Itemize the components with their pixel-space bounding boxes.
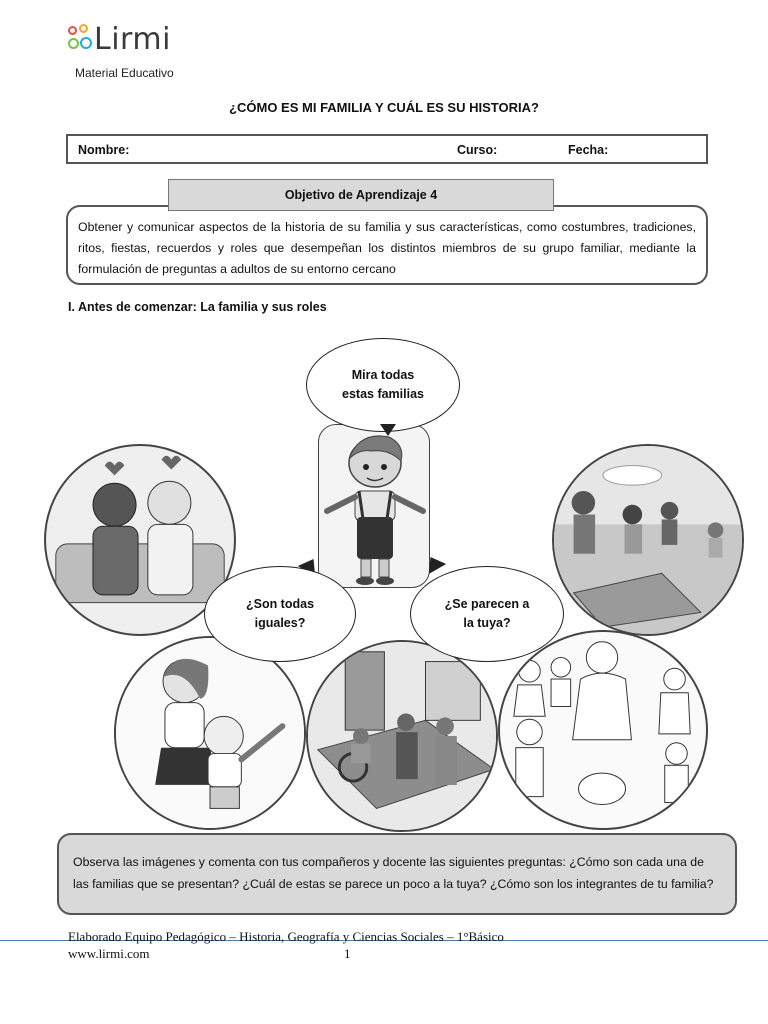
speech-bubble-top: [306, 338, 460, 432]
instructions-box: [57, 833, 737, 915]
family-members-icon: [500, 632, 706, 828]
logo-dot-blue-icon: [80, 37, 92, 49]
picnic-icon: [554, 446, 742, 634]
boy-illustration: [318, 424, 430, 588]
family-room-icon: [308, 642, 496, 830]
mother-and-child-image: [114, 636, 306, 830]
speech-tail-top-icon: [380, 424, 396, 436]
logo-dot-orange-icon: [79, 24, 88, 33]
mother-child-icon: [116, 638, 304, 828]
brand-subtitle: Material Educativo: [75, 66, 174, 80]
objective-heading: Objetivo de Aprendizaje 4: [168, 179, 554, 211]
section-title: I. Antes de comenzar: La familia y sus roles: [68, 300, 327, 314]
student-info-box[interactable]: [66, 134, 708, 164]
family-with-wheelchair-image: [306, 640, 498, 832]
footer-website[interactable]: www.lirmi.com: [68, 946, 150, 961]
page-title: ¿CÓMO ES MI FAMILIA Y CUÁL ES SU HISTORIA?: [229, 100, 539, 115]
speech-bubble-right-text: ¿Se parecen a la tuya?: [444, 597, 530, 630]
speech-bubble-top-text: Mira todas estas familias: [342, 368, 424, 401]
objective-text: Obtener y comunicar aspectos de la historia de su familia y sus características, como costumbres, tradiciones, ritos, fiestas, recuerdos y roles que desempeñan los distintos miembros de su grupo familiar, mediante la formulación de preguntas a adultos de su entorno cercano: [78, 220, 696, 276]
brand-name: Lirmi: [94, 22, 171, 57]
instructions-text: Observa las imágenes y comenta con tus compañeros y docente las siguientes preguntas: ¿Cómo son cada una de las familias que se presentan? ¿Cuál de estas se parece un poco a la tuya? ¿Cómo son los integrantes de tu familia?: [73, 855, 714, 891]
date-label: Fecha:: [568, 143, 609, 157]
speech-bubble-left: [204, 566, 356, 662]
picnic-family-image: [552, 444, 744, 636]
page-number: 1: [344, 946, 351, 961]
course-label: Curso:: [457, 143, 498, 157]
speech-bubble-left-text: ¿Son todas iguales?: [245, 597, 315, 630]
logo-dot-red-icon: [68, 26, 77, 35]
boy-icon: [319, 425, 430, 588]
footer-credit: Elaborado Equipo Pedagógico – Historia, Geografía y Ciencias Sociales – 1°Básico: [68, 929, 504, 944]
name-label: Nombre:: [78, 143, 130, 157]
objective-box: [66, 205, 708, 285]
logo-dot-green-icon: [68, 38, 79, 49]
lirmi-logo: [66, 22, 186, 62]
extended-family-image: [498, 630, 708, 830]
speech-bubble-right: [410, 566, 564, 662]
